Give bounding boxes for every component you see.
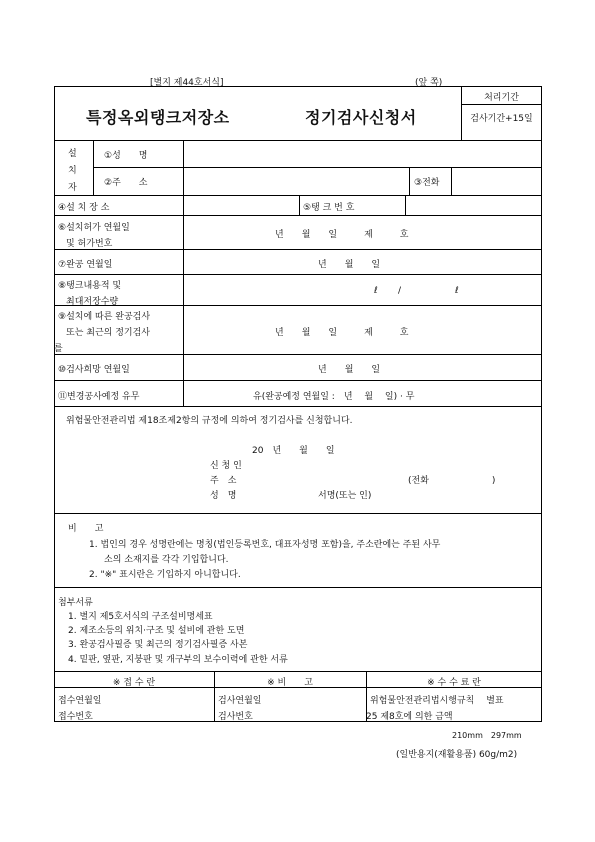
- installer-char-2: 치: [68, 166, 77, 176]
- inspection-date-label: 검사연월일: [218, 696, 262, 706]
- capacity-label-2: 최대저장수량: [66, 297, 119, 307]
- installer-char-1: 설: [68, 149, 77, 159]
- applicant-phone-label: (전화 ): [408, 476, 496, 486]
- page-side: (앞 쪽): [415, 78, 443, 88]
- receipt-number-label: 접수번호: [58, 712, 93, 722]
- declaration-text: 위험물안전관리법 제18조제2항의 규정에 의하여 정기검사를 신청합니다.: [66, 416, 353, 426]
- address-field[interactable]: [185, 169, 408, 193]
- remarks-heading: 비 고: [68, 524, 104, 534]
- tank-number-label: ⑤탱 크 번 호: [303, 203, 355, 213]
- remark-item-1-line-2: 소의 소재지를 각각 기입합니다.: [104, 555, 229, 565]
- attachment-item-2: 2. 제조소등의 위치·구조 및 설비에 관한 도면: [68, 626, 245, 636]
- capacity-label-1: ⑧탱크내용적 및: [58, 281, 122, 291]
- phone-label: ③전화: [414, 178, 440, 188]
- completion-label: ⑦완공 연월일: [58, 260, 113, 270]
- capacity-slash: /: [398, 286, 402, 296]
- site-label: ④설 치 장 소: [58, 203, 110, 213]
- applicant-address-label: 주 소: [210, 476, 237, 486]
- capacity-unit-1: ℓ: [374, 286, 378, 296]
- site-field[interactable]: [185, 197, 297, 214]
- desired-date-label: ⑩검사희망 연월일: [58, 365, 130, 375]
- fee-rule-line-2: 25 제8호에 의한 금액: [366, 712, 453, 722]
- receipt-column-heading: ※ 접 수 란: [112, 678, 156, 688]
- tank-number-field[interactable]: [407, 197, 540, 214]
- attachments-heading: 첨부서류: [58, 598, 93, 608]
- processing-period-label: 처리기간: [484, 93, 519, 103]
- remarks-column-heading: ※ 비 고: [267, 678, 313, 688]
- desired-date-value[interactable]: 년 월 일: [318, 365, 381, 375]
- fee-rule-line-1: 위험물안전관리법시행규칙 별표: [370, 696, 504, 706]
- form-number: [별지 제44호서식]: [150, 78, 224, 88]
- paper-type: (일반용지(재활용품) 60g/m2): [396, 750, 518, 760]
- inspection-label-3: 를: [54, 344, 63, 354]
- attachment-item-1: 1. 별지 제5호서식의 구조설비명세표: [68, 612, 213, 622]
- attachment-item-4: 4. 밑판, 옆판, 지붕판 및 개구부의 보수이력에 관한 서류: [68, 655, 288, 665]
- installer-char-3: 자: [68, 183, 77, 193]
- permit-label-1: ⑥설치허가 연월일: [58, 223, 130, 233]
- phone-field[interactable]: [453, 169, 540, 193]
- form-title-right: 정기검사신청서: [305, 108, 417, 127]
- form-title-left: 특정옥외탱크저장소: [86, 108, 230, 127]
- remark-item-2: 2. "※" 표시란은 기입하지 아니합니다.: [89, 570, 241, 580]
- inspection-label-2: 또는 최근의 정기검사: [66, 328, 150, 338]
- inspection-label-1: ⑨설치에 따른 완공검사: [58, 312, 151, 322]
- permit-value[interactable]: 년 월 일 제 호: [275, 230, 409, 240]
- change-work-value[interactable]: 유(완공예정 연월일 : 년 월 일) · 무: [253, 392, 415, 402]
- processing-period-value: 검사기간+15일: [470, 114, 533, 124]
- capacity-unit-2: ℓ: [455, 286, 459, 296]
- name-label: ①성 명: [104, 151, 148, 161]
- applicant-label: 신 청 인: [210, 461, 242, 471]
- inspection-value[interactable]: 년 월 일 제 호: [275, 328, 409, 338]
- application-date[interactable]: 20 년 월 일: [252, 446, 335, 456]
- inspection-number-label: 검사번호: [218, 712, 253, 722]
- remark-item-1-line-1: 1. 법인의 경우 성명란에는 명칭(법인등록번호, 대표자성명 포함)을, 주소란에는 주된 사무: [89, 540, 441, 550]
- name-field[interactable]: [185, 142, 540, 166]
- address-label: ②주 소: [104, 178, 148, 188]
- receipt-date-label: 접수연월일: [58, 696, 102, 706]
- applicant-name-label: 성 명: [210, 491, 237, 501]
- paper-size: 210mm 297mm: [452, 731, 522, 740]
- change-work-label: ⑪변경공사예정 유무: [58, 392, 140, 402]
- attachment-item-3: 3. 완공검사필증 및 최근의 정기검사필증 사본: [68, 640, 248, 650]
- permit-label-2: 및 허가번호: [66, 239, 113, 249]
- fee-column-heading: ※ 수 수 료 란: [427, 678, 481, 688]
- completion-value[interactable]: 년 월 일: [318, 260, 381, 270]
- signature-label: 서명(또는 인): [318, 491, 372, 501]
